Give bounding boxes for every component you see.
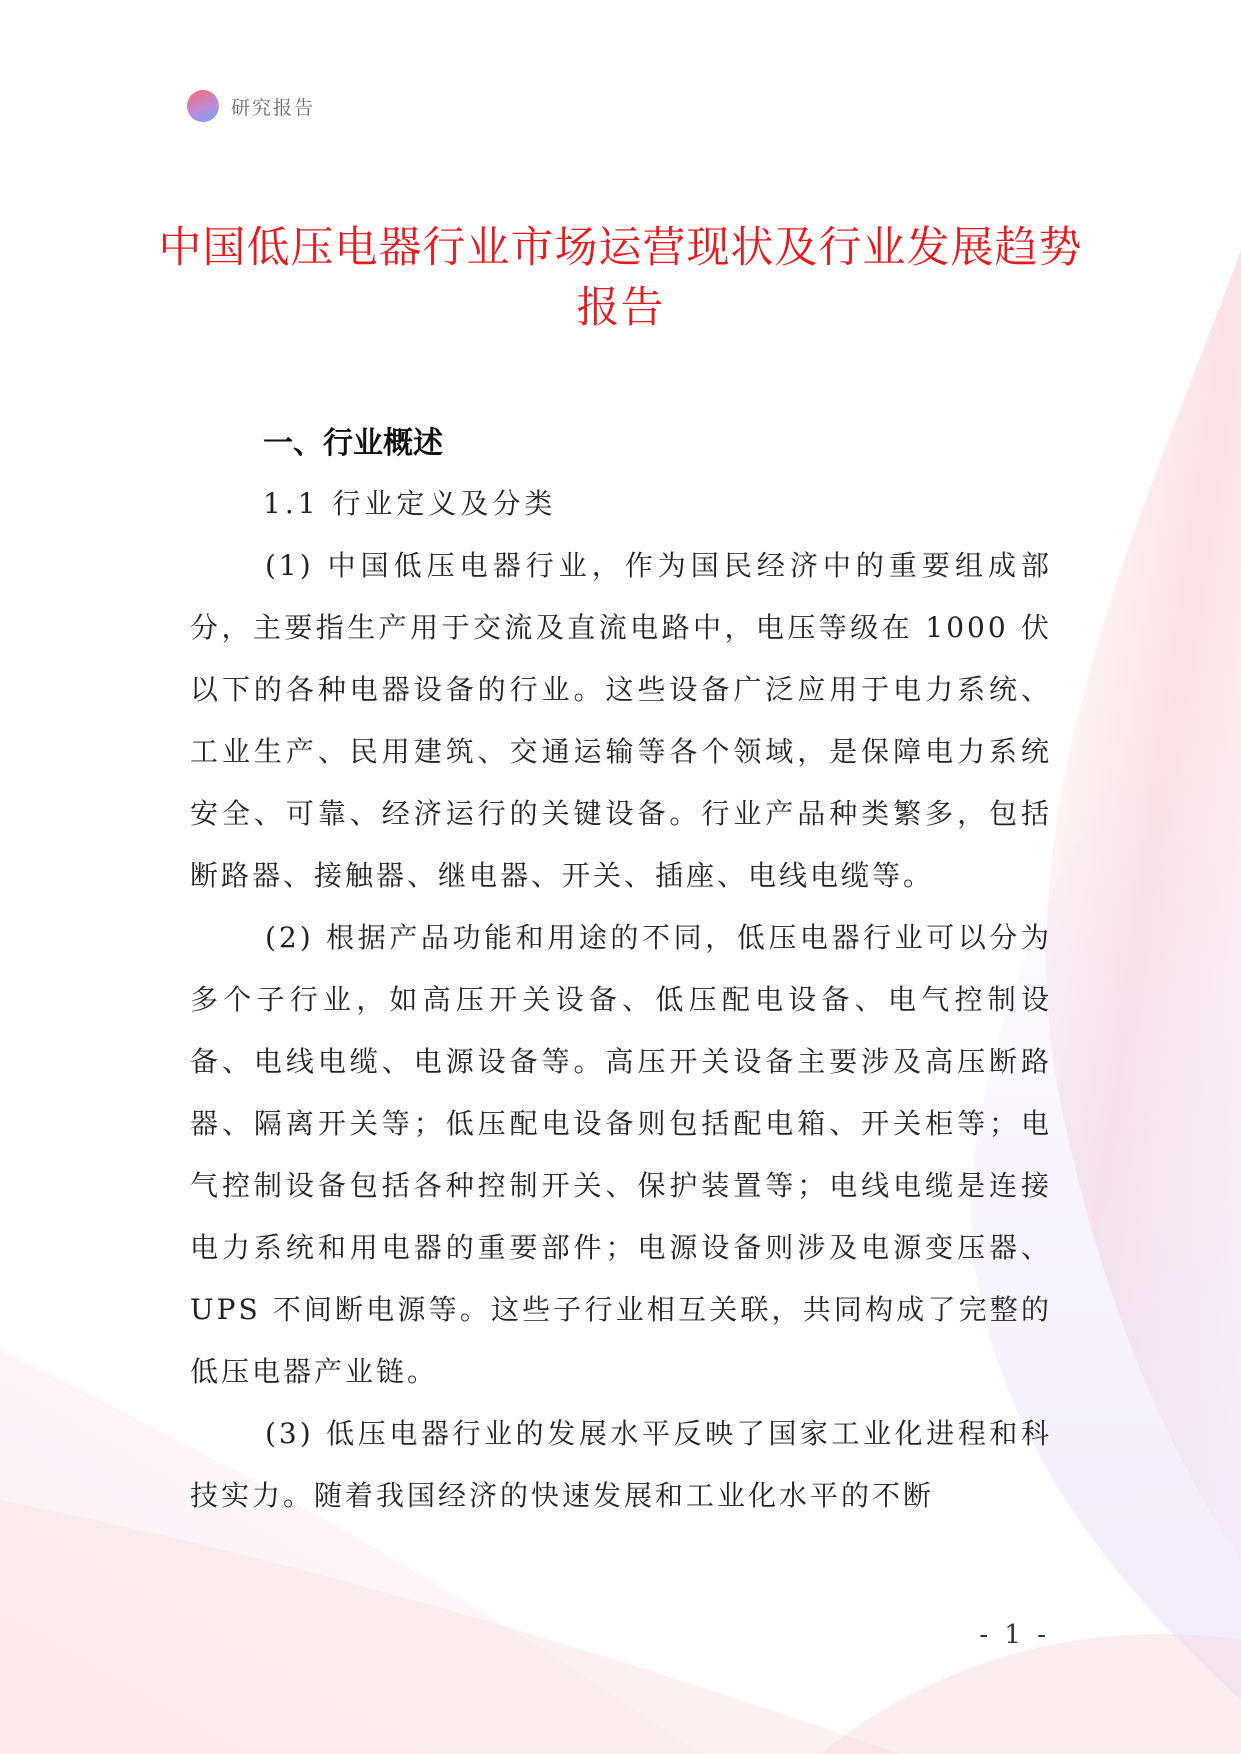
logo-circle-icon	[187, 90, 219, 122]
header-label: 研究报告	[231, 96, 316, 119]
paragraph-2: (2) 根据产品功能和用途的不同，低压电器行业可以分为多个子行业，如高压开关设备、低压配电设备、电气控制设备、电线电缆、电源设备等。高压开关设备主要涉及高压断路器、隔离开关等；低压配电设备则包括配电箱、开关柜等；电气控制设备包括各种控制开关、保护装置等；电线电缆是连接电力系统和用电器的重要部件；电源设备则涉及电源变压器、UPS 不间断电源等。这些子行业相互关联，共同构成了完整的低压电器产业链。	[190, 921, 1052, 1388]
paragraph-1: (1) 中国低压电器行业，作为国民经济中的重要组成部分，主要指生产用于交流及直流电路中，电压等级在 1000 伏以下的各种电器设备的行业。这些设备广泛应用于电力系统、工业生产、民用建筑、交通运输等各个领域，是保障电力系统安全、可靠、经济运行的关键设备。行业产品种类繁多，包括断路器、接触器、继电器、开关、插座、电线电缆等。	[190, 549, 1052, 892]
subsection-heading: 1.1 行业定义及分类	[263, 487, 557, 520]
body-text	[190, 535, 1052, 1527]
document-title: 中国低压电器行业市场运营现状及行业发展趋势报告	[158, 223, 1083, 333]
report-header	[187, 89, 315, 123]
section-heading: 一、行业概述	[263, 426, 443, 461]
page-number: - 1 -	[979, 1620, 1050, 1650]
paragraph-3: (3) 低压电器行业的发展水平反映了国家工业化进程和科技实力。随着我国经济的快速发展和工业化水平的不断	[190, 1417, 1052, 1512]
